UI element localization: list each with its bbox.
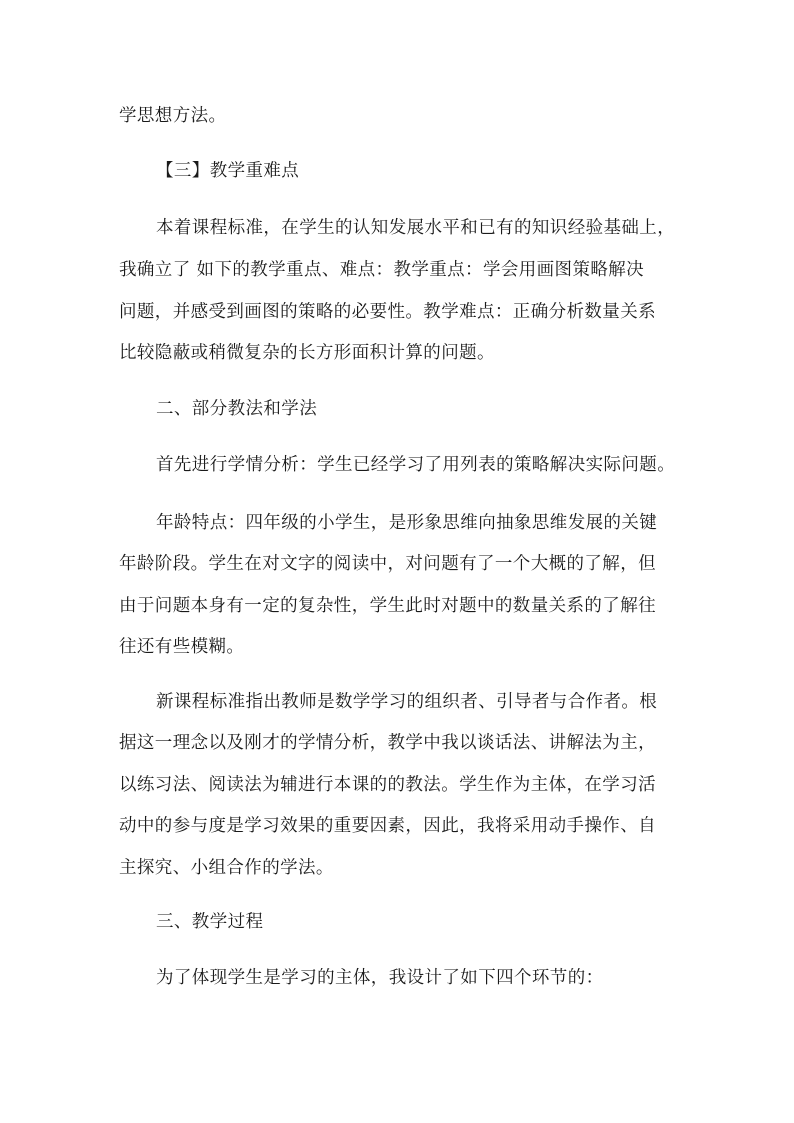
paragraph-line: 以练习法、阅读法为辅进行本课的的教法。学生作为主体，在学习活 [119,775,656,795]
section-heading: 【三】教学重难点 [156,161,300,181]
paragraph-line: 由于问题本身有一定的复杂性，学生此时对题中的数量关系的了解往 [119,596,656,616]
paragraph-line: 比较隐蔽或稍微复杂的长方形面积计算的问题。 [119,343,495,363]
paragraph-line: 据这一理念以及刚才的学情分析，教学中我以谈话法、讲解法为主， [119,733,656,753]
section-heading: 二、部分教法和学法 [156,399,318,419]
paragraph-line: 问题，并感受到画图的策略的必要性。教学难点：正确分析数量关系 [119,302,656,322]
paragraph-line: 本着课程标准，在学生的认知发展水平和已有的知识经验基础上， [156,218,676,238]
paragraph-line: 主探究、小组合作的学法。 [119,858,334,878]
paragraph-line: 年龄特点：四年级的小学生，是形象思维向抽象思维发展的关键 [156,513,658,533]
section-heading: 三、教学过程 [156,912,264,932]
paragraph-line: 首先进行学情分析：学生已经学习了用列表的策略解决实际问题。 [156,455,676,475]
paragraph-line: 往还有些模糊。 [119,637,245,657]
paragraph-line: 我确立了 如下的教学重点、难点：教学重点：学会用画图策略解决 [119,260,645,280]
paragraph-line: 新课程标准指出教师是数学学习的组织者、引导者与合作者。根 [156,692,658,712]
paragraph-line: 为了体现学生是学习的主体，我设计了如下四个环节的： [156,968,604,988]
paragraph-line: 年龄阶段。学生在对文字的阅读中，对问题有了一个大概的了解，但 [119,554,656,574]
paragraph-line: 动中的参与度是学习效果的重要因素，因此，我将采用动手操作、自 [119,816,656,836]
paragraph-line: 学思想方法。 [119,106,227,126]
